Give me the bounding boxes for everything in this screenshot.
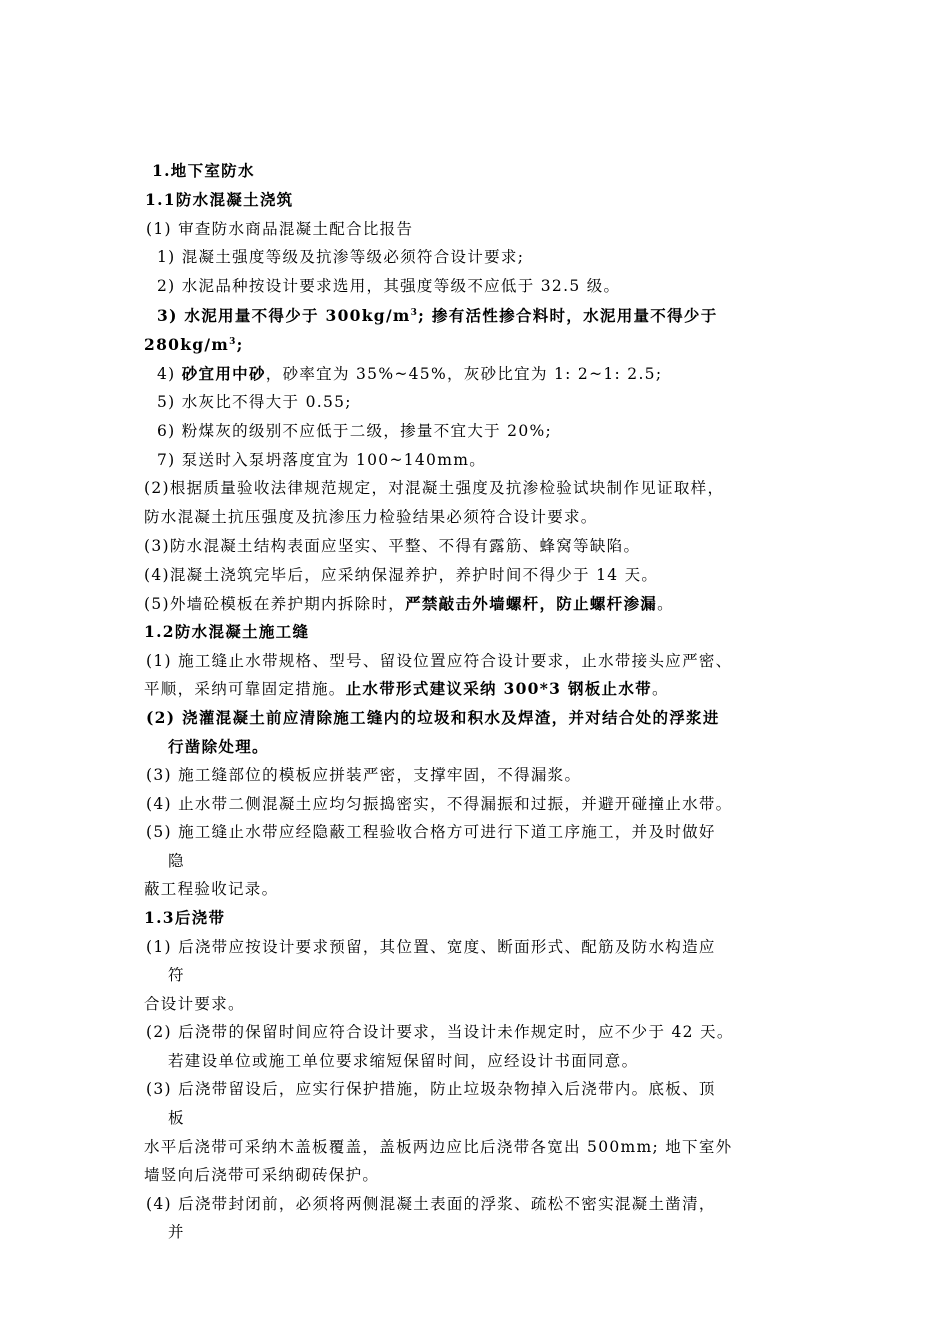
list-item: 1) 混凝土强度等级及抗渗等级必须符合设计要求; [157, 248, 525, 266]
paragraph-cont: 蔽工程验收记录。 [144, 880, 279, 898]
heading-basement-waterproofing: 1.地下室防水 [152, 161, 255, 180]
paragraph-cont: 符 [168, 966, 185, 984]
list-item: 7) 泵送时入泵坍落度宜为 100~140mm。 [157, 451, 487, 469]
list-item: 5) 水灰比不得大于 0.55; [157, 393, 352, 411]
paragraph: (2) 后浇带的保留时间应符合设计要求，当设计未作规定时，应不少于 42 天。 [146, 1023, 734, 1041]
paragraph: (4)混凝土浇筑完毕后，应采纳保湿养护，养护时间不得少于 14 天。 [144, 566, 659, 584]
paragraph-cont: 并 [168, 1223, 185, 1241]
paragraph-bold: (2) 浇灌混凝土前应清除施工缝内的垃圾和积水及焊渣，并对结合处的浮浆进 [146, 708, 720, 727]
paragraph: (3) 后浇带留设后，应实行保护措施，防止垃圾杂物掉入后浇带内。底板、顶 [146, 1080, 716, 1098]
paragraph-cont: 若建设单位或施工单位要求缩短保留时间，应经设计书面同意。 [168, 1052, 639, 1070]
paragraph-cont: 防水混凝土抗压强度及抗渗压力检验结果必须符合设计要求。 [144, 508, 598, 526]
paragraph-cont: 墙竖向后浇带可采纳砌砖保护。 [144, 1166, 380, 1184]
list-item: 6) 粉煤灰的级别不应低于二级，掺量不宜大于 20%; [157, 422, 553, 440]
list-item: 4) 砂宜用中砂，砂率宜为 35%~45%，灰砂比宜为 1: 2~1: 2.5; [157, 364, 663, 383]
paragraph-cont: 板 [168, 1109, 185, 1127]
paragraph: (2)根据质量验收法律规范规定，对混凝土强度及抗渗检验试块制作见证取样， [144, 479, 725, 497]
paragraph: (4) 后浇带封闭前，必须将两侧混凝土表面的浮浆、疏松不密实混凝土凿清， [146, 1195, 716, 1213]
paragraph-bold-cont: 行凿除处理。 [168, 737, 269, 756]
paragraph: (5) 施工缝止水带应经隐蔽工程验收合格方可进行下道工序施工，并及时做好 [146, 823, 716, 841]
paragraph: (3) 施工缝部位的模板应拼装严密，支撑牢固，不得漏浆。 [146, 766, 582, 784]
paragraph: (4) 止水带二侧混凝土应均匀振捣密实，不得漏振和过振，并避开碰撞止水带。 [146, 795, 733, 813]
heading-1-2: 1.2防水混凝土施工缝 [144, 622, 310, 641]
heading-1-3: 1.3后浇带 [144, 908, 226, 927]
list-item: 2) 水泥品种按设计要求选用，其强度等级不应低于 32.5 级。 [157, 277, 621, 295]
paragraph: (1) 后浇带应按设计要求预留，其位置、宽度、断面形式、配筋及防水构造应 [146, 938, 716, 956]
paragraph-cont: 合设计要求。 [144, 995, 245, 1013]
paragraph-cont: 隐 [168, 852, 185, 870]
paragraph: (1) 施工缝止水带规格、型号、留设位置应符合设计要求，止水带接头应严密、 [146, 652, 733, 670]
heading-1-1: 1.1防水混凝土浇筑 [145, 190, 294, 209]
paragraph: (3)防水混凝土结构表面应坚实、平整、不得有露筋、蜂窝等缺陷。 [144, 537, 641, 555]
paragraph: (1) 审查防水商品混凝土配合比报告 [146, 220, 414, 238]
list-item-bold: 3) 水泥用量不得少于 $300kg/m^3$; 掺有活性掺合料时，水泥用量不得少于 [157, 306, 718, 325]
paragraph-cont: 平顺，采纳可靠固定措施。止水带形式建议采纳 300*3 钢板止水带。 [144, 679, 669, 698]
paragraph-cont: 水平后浇带可采纳木盖板覆盖，盖板两边应比后浇带各宽出 500mm; 地下室外 [144, 1138, 733, 1156]
list-item-bold-cont: $280kg/m^3$; [144, 335, 244, 354]
paragraph: (5)外墙砼模板在养护期内拆除时，严禁敲击外墙螺杆，防止螺杆渗漏。 [144, 594, 674, 613]
